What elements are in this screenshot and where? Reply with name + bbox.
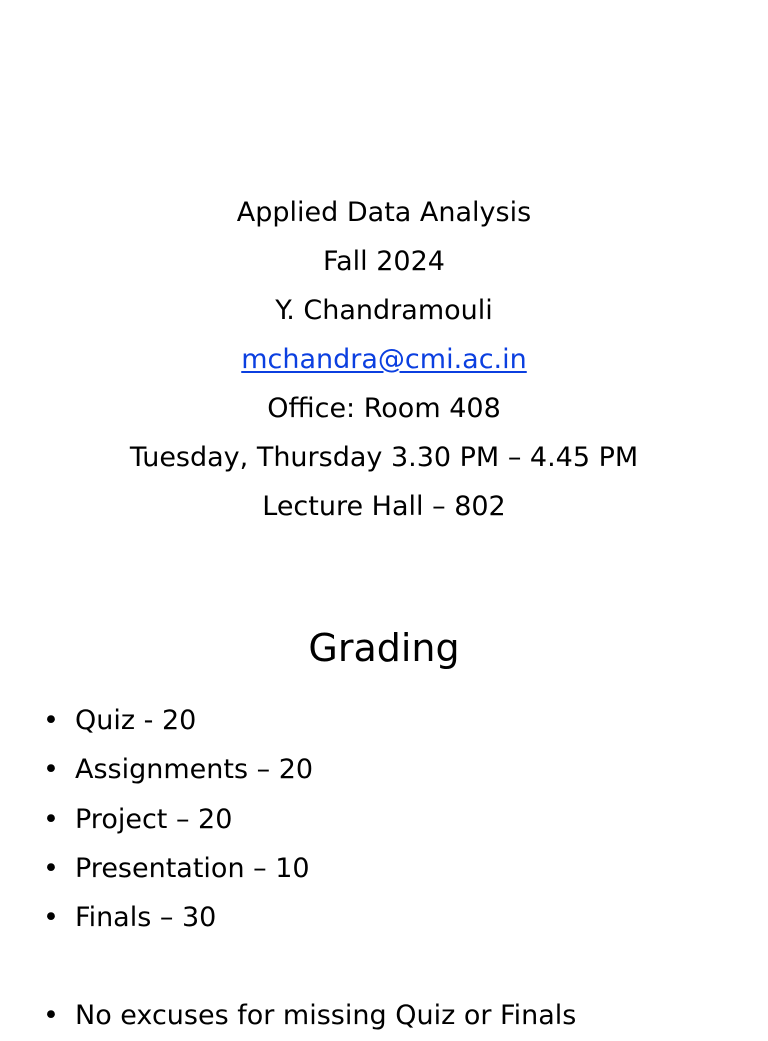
bullet-icon: • <box>43 852 59 884</box>
grading-item-presentation <box>0 844 768 893</box>
grading-item-finals <box>0 893 768 942</box>
grading-item-quiz <box>0 696 768 745</box>
instructor-name: Y. Chandramouli <box>275 295 493 326</box>
lecture-venue: Lecture Hall – 802 <box>262 491 506 522</box>
instructor-email-line <box>0 335 768 384</box>
grading-note-label: No excuses for missing Quiz or Finals <box>75 1000 577 1032</box>
bullet-icon: • <box>43 902 59 934</box>
bullet-icon: • <box>43 754 59 786</box>
bullet-icon: • <box>43 803 59 835</box>
grading-policy-note <box>0 991 768 1040</box>
grading-item-label: Assignments – 20 <box>75 754 314 786</box>
grading-item-label: Quiz - 20 <box>75 705 197 736</box>
bullet-icon: • <box>43 1000 59 1032</box>
grading-item-label: Presentation – 10 <box>75 852 310 884</box>
course-info-block <box>0 188 768 531</box>
grading-heading: Grading <box>308 626 460 670</box>
grading-list <box>0 696 768 1041</box>
grading-item-label: Finals – 30 <box>75 902 217 934</box>
office-location: Office: Room 408 <box>267 393 501 424</box>
grading-item-assignments <box>0 745 768 794</box>
class-schedule: Tuesday, Thursday 3.30 PM – 4.45 PM <box>129 442 639 473</box>
course-title: Applied Data Analysis <box>236 197 532 228</box>
grading-item-label: Project – 20 <box>75 803 233 835</box>
grading-item-project <box>0 795 768 844</box>
bullet-icon: • <box>43 705 59 736</box>
course-term: Fall 2024 <box>323 246 445 277</box>
instructor-email-link[interactable]: mchandra@cmi.ac.in <box>241 344 527 375</box>
